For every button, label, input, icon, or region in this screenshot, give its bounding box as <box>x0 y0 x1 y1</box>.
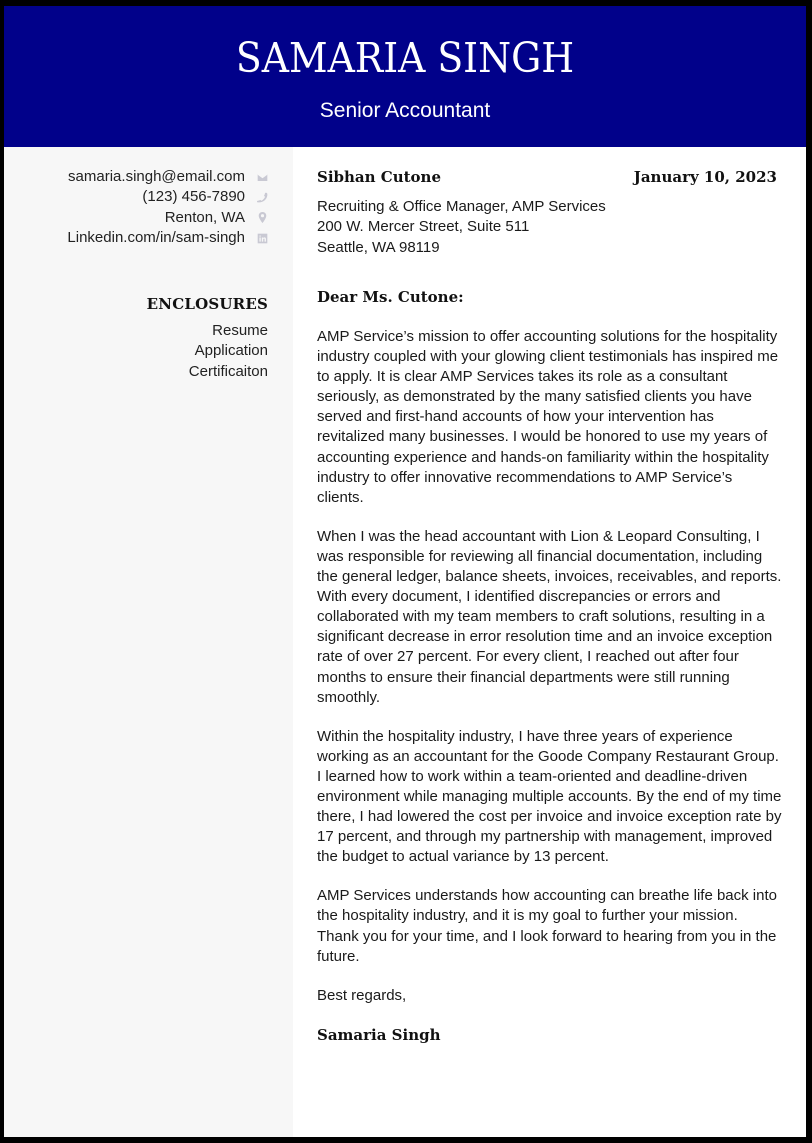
location-text: Renton, WA <box>164 208 245 226</box>
letter-paragraphs <box>317 327 783 1045</box>
contact-location <box>67 208 268 228</box>
address-line: Seattle, WA 98119 <box>317 238 440 256</box>
paragraph: AMP Services understands how accounting can breathe life back into the hospitality industry, and it is my goal to further your mission. Thank you for your time, and I look forward to hearing from you in the future. <box>317 887 777 965</box>
address-line: 200 W. Mercer Street, Suite 511 <box>317 218 530 236</box>
contact-phone <box>67 187 268 207</box>
closing: Best regards, <box>317 986 407 1004</box>
address-line: Recruiting & Office Manager, AMP Services <box>317 198 606 215</box>
paragraph: AMP Service’s mission to offer accounting solutions for the hospitality industry coupled with your glowing client testimonials has inspired me to apply. It is clear AMP Services takes its role as a consultant seriously, as demonstrated by the many satisfied clients you have served and first-hand accounts of how your intervention has revitalized many businesses. I would be honored to use my years of accounting experience and hands-on familiarity within the hospitality industry to offer innovative recommendations to AMP Service’s clients. <box>317 328 779 506</box>
enclosures-heading: ENCLOSURES <box>146 295 268 313</box>
contact-linkedin <box>67 228 268 248</box>
sidebar <box>4 147 293 1137</box>
letter-date: January 10, 2023 <box>633 168 777 186</box>
enclosure-item: Certificaiton <box>188 362 268 380</box>
cover-letter-page <box>4 6 806 1137</box>
contact-email <box>67 167 268 187</box>
enclosures-section <box>147 295 268 382</box>
recipient-name: Sibhan Cutone <box>317 168 441 186</box>
recipient-address <box>317 197 606 258</box>
salutation: Dear Ms. Cutone: <box>317 288 464 306</box>
linkedin-icon <box>256 232 268 244</box>
header-banner <box>4 6 806 147</box>
envelope-icon <box>256 171 268 183</box>
linkedin-text[interactable]: Linkedin.com/in/sam-singh <box>67 228 245 246</box>
contact-info <box>67 167 268 248</box>
recipient-row <box>317 168 777 188</box>
signature-name: Samaria Singh <box>317 1025 441 1044</box>
paragraph: Within the hospitality industry, I have three years of experience working as an accountant for the Goode Company Restaurant Group. I learned how to work within a team-oriented and deadline-driven environment while managing multiple accounts. By the end of my time there, I had lowered the cost per invoice and invoice exception rate by 17 percent, and through my partnership with management, improved the budget to actual variance by 13 percent. <box>317 727 782 866</box>
email-text[interactable]: samaria.singh@email.com <box>68 168 245 185</box>
applicant-name: SAMARIA SINGH <box>235 34 575 82</box>
enclosure-item: Application <box>194 342 268 360</box>
location-pin-icon <box>256 212 268 224</box>
enclosure-item: Resume <box>212 322 268 339</box>
phone-icon <box>256 191 268 203</box>
job-title: Senior Accountant <box>319 99 491 122</box>
paragraph: When I was the head accountant with Lion & Leopard Consulting, I was responsible for reviewing all financial documentation, including the general ledger, balance sheets, invoices, receivables, and reports. With every document, I identified discrepancies or errors and collaborated with my team members to craft solutions, resulting in a significant decrease in error resolution time and an invoice exception rate of over 27 percent. For every client, I reached out after four months to ensure their financial departments were still running smoothly. <box>317 527 782 706</box>
phone-text: (123) 456-7890 <box>142 188 245 206</box>
